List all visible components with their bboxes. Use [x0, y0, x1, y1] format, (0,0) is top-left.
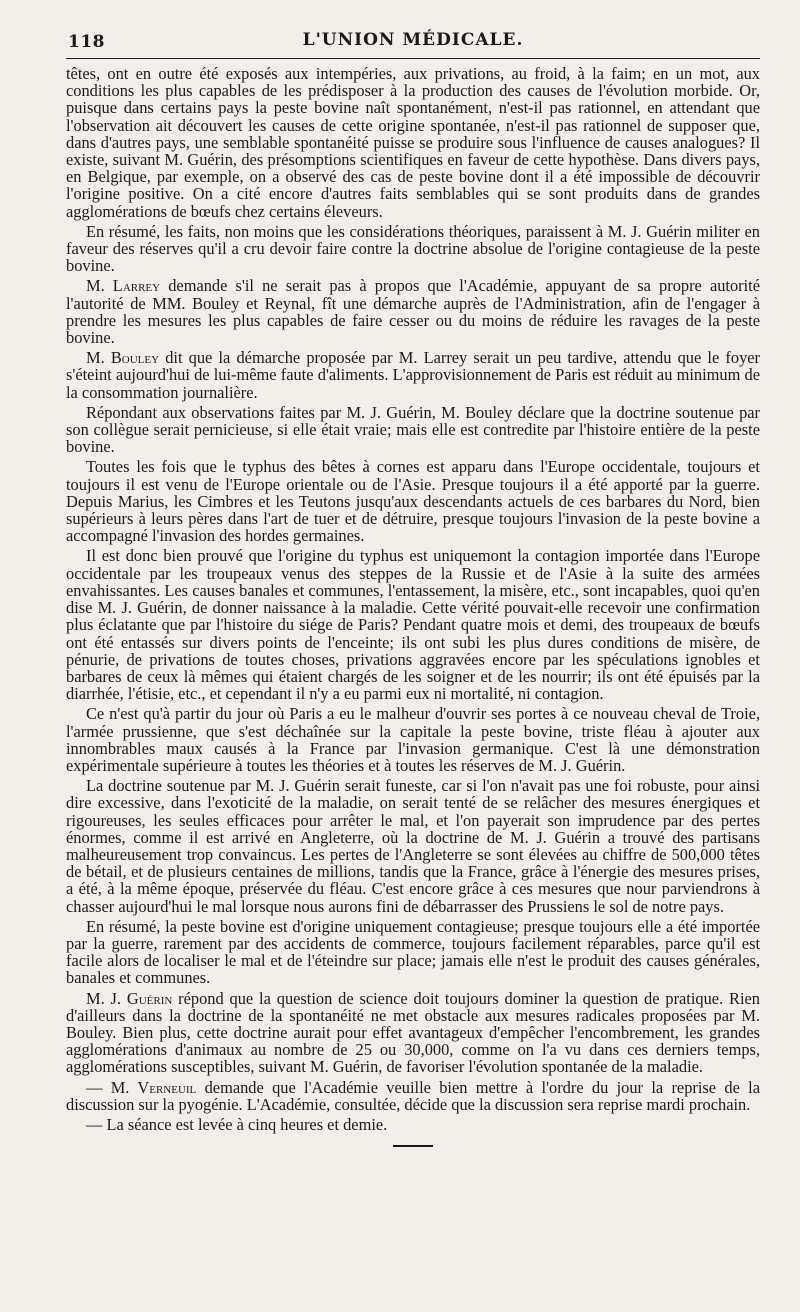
paragraph-11 [66, 990, 760, 1076]
speaker-name: M. J. Guérin [86, 988, 173, 1008]
paragraph-1 [66, 65, 760, 220]
paragraph-5 [66, 404, 760, 456]
page-number: 118 [68, 32, 105, 52]
paragraph-text: — La séance est levée à cinq heures et demie. [86, 1114, 388, 1134]
paragraph-9 [66, 777, 760, 915]
header-rule [66, 58, 760, 59]
paragraph-12 [66, 1079, 760, 1113]
closing-rule [393, 1145, 433, 1147]
paragraph-7 [66, 547, 760, 702]
paragraph-text: Toutes les fois que le typhus des bêtes à cornes est apparu dans l'Europe occidentale, toujours et toujours il est venu de l'Europe orientale ou de l'Asie. Presque toujours il a été apporté par la guerre. Depuis Marius, les Cimbres et les Teutons jusqu'aux descendants actuels de ces barbares du Nord, bien supérieurs à leurs pères dans l'art de tuer et de détruire, presque toujours l'invasion de la peste bovine a accompagné l'invasion des hordes germaines. [66, 457, 760, 546]
paragraph-6 [66, 458, 760, 544]
running-header [66, 26, 760, 58]
speaker-name: M. Larrey [86, 276, 161, 296]
paragraph-text: Répondant aux observations faites par M. J. Guérin, M. Bouley déclare que la doctrine soutenue par son collègue serait pernicieuse, si elle était vraie; mais elle est contredite par l'histoire entière de la peste bovine. [66, 402, 760, 457]
paragraph-text: demande s'il ne serait pas à propos que l'Académie, appuyant de sa propre autorité l'autorité de MM. Bouley et Reynal, fît une démarche auprès de l'Administration, afin de l'engager à prendre les mesures les plus capables de faire cesser ou du moins de réduire les ravages de la peste bovine. [66, 276, 761, 348]
paragraph-2 [66, 223, 760, 275]
running-title: L'UNION MÉDICALE. [302, 30, 524, 50]
paragraph-text: En résumé, la peste bovine est d'origine uniquement contagieuse; presque toujours elle a été importée par la guerre, rarement par des accidents de commerce, toujours facilement réparables, parce qu'il est facile alors de localiser le mal et de l'éteindre sur place; jamais elle n'est le produit des causes générales, banales et communes. [66, 916, 760, 988]
paragraph-13 [66, 1116, 760, 1133]
paragraph-text: La doctrine soutenue par M. J. Guérin serait funeste, car si l'on n'avait pas une foi robuste, pour ainsi dire excessive, dans l'exoticité de la maladie, on serait tenté de se relâcher des mesures énergiques et rigoureuses, les seules efficaces pour arrêter le mal, et l'on payerait son imprudence par des pertes énormes, comme il est arrivé en Angleterre, où la doctrine de M. J. Guérin a trouvé des partisans malheureusement trop convaincus. Les pertes de l'Angleterre se sont élevées au chiffre de 500,000 têtes de bétail, et de plusieurs centaines de millions, tandis que la France, grâce à l'énergie des mesures prises, a été, à la même époque, préservée du fléau. C'est encore grâce à ces mesures que nour parviendrons à chasser aujourd'hui le mal lorsque nous aurons fini de débarrasser des Prussiens le sol de notre pays. [66, 776, 760, 916]
paragraph-text: Ce n'est qu'à partir du jour où Paris a eu le malheur d'ouvrir ses portes à ce nouveau cheval de Troie, l'armée prussienne, que s'est déchaînée sur la capitale la peste bovine, triste fléau à ajouter aux innombrables maux causés à la France par l'invasion germanique. C'est là une démonstration expérimentale supérieure à toutes les théories et à toutes les réserves de M. J. Guérin. [66, 704, 760, 775]
paragraph-text: demande que l'Académie veuille bien mettre à l'ordre du jour la reprise de la discussion sur la pyogénie. L'Académie, consultée, décide que la discussion sera reprise mardi prochain. [66, 1077, 760, 1114]
paragraph-4 [66, 349, 760, 401]
paragraph-text: dit que la démarche proposée par M. Larrey serait un peu tardive, attendu que le foyer s'éteint aujourd'hui de lui-même faute d'aliments. L'approvisionnement de Paris est réduit au minimum de la consommation journalière. [66, 348, 760, 402]
paragraph-text: têtes, ont en outre été exposés aux intempéries, aux privations, au froid, à la faim; en un mot, aux conditions les plus capables de les prédisposer à la production des causes de l'évolution morbide. Or, puisque dans certains pays la peste bovine naît spontanément, n'est-il pas rationnel, en attendant que l'observation ait découvert les causes de cette origine spontanée, n'est-il pas rationnel de supposer que, dans d'autres pays, une semblable spontanéité puisse se produire sous l'influence de causes analogues? Il existe, suivant M. Guérin, des présomptions scientifiques en faveur de cette hypothèse. Dans divers pays, en Belgique, par exemple, on a observé des cas de peste bovine dont il a été impossible de découvrir l'origine positive. On a cité encore d'autres faits semblables qui se sont produits dans de grandes agglomérations de bœufs chez certains éleveurs. [66, 64, 760, 221]
paragraph-text: Il est donc bien prouvé que l'origine du typhus est uniquemont la contagion importée dans l'Europe occidentale par les troupeaux venus des steppes de la Russie et de l'Asie à la suite des armées envahissantes. Les causes banales et communes, l'entassement, la misère, etc., sont incapables, quoi qu'en dise M. J. Guérin, de donner naissance à la maladie. Cette vérité pouvait-elle recevoir une confirmation plus éclatante que par l'histoire du siége de Paris? Pendant quatre mois et demi, des troupeaux de bœufs ont été entassés sur divers points de l'enceinte; ils ont subi les plus dures conditions de misère, de pénurie, de privations de toutes choses, privations aggravées encore par les spéculations ignobles et barbares de ceux là mêmes qui étaient chargés de les soigner et de les nourrir; ils ont été épuisés par la diarrhée, l'étisie, etc., et cependant il n'y a eu parmi eux ni mortalité, ni contagion. [66, 546, 760, 704]
speaker-name: M. Verneuil [110, 1077, 197, 1097]
paragraph-10 [66, 918, 760, 987]
speaker-name: M. Bouley [86, 348, 160, 368]
paragraph-3 [66, 277, 760, 346]
paragraph-8 [66, 705, 760, 774]
paragraph-text: En résumé, les faits, non moins que les considérations théoriques, paraissent à M. J. Guérin militer en faveur des réserves qu'il a cru devoir faire contre la doctrine absolue de l'origine contagieuse de la peste bovine. [66, 221, 760, 276]
paragraph-text: répond que la question de science doit toujours dominer la question de pratique. Rien d'ailleurs dans la doctrine de la spontanéité ne met obstacle aux mesures radicales proposées par M. Bouley. Bien plus, cette doctrine aurait pour effet avantageux d'empêcher l'encombrement, les grandes agglomérations d'animaux au nombre de 25 ou 30,000, comme on l'a vu dans ces derniers temps, agglomérations susceptibles, suivant M. Guérin, de favoriser l'évolution spontanée de la maladie. [66, 988, 760, 1077]
dash-prefix: — [86, 1077, 111, 1097]
article-body [66, 65, 760, 1133]
